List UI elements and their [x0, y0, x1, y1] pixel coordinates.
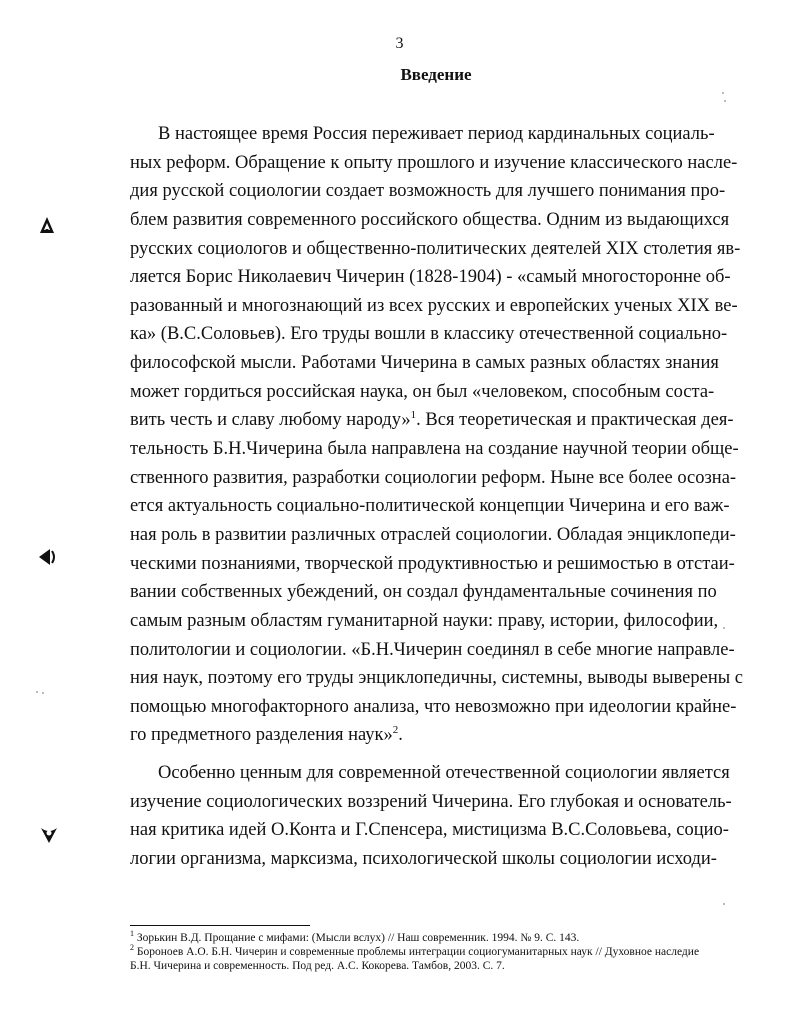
footnote-ref: 2 [392, 724, 399, 737]
paragraph-line: ственного развития, разработки социологии реформ. Ныне все более осозна- [130, 467, 737, 488]
scan-speck [722, 92, 724, 94]
paragraph-line: политологии и социологии. «Б.Н.Чичерин соединял в себе многие направле- [130, 639, 735, 660]
scan-speck [723, 627, 725, 629]
paragraph-line: может гордиться российская наука, он был «человеком, способным соста- [130, 381, 715, 402]
paragraph-line: ния наук, поэтому его труды энциклопедичны, системны, выводы выверены с [130, 668, 743, 689]
paragraph-line: Особенно ценным для современной отечественной социологии является [158, 763, 730, 784]
footnote-text: Бороноев А.О. Б.Н. Чичерин и современные проблемы интеграции социогуманитарных наук // Духовное наследие Б.Н. Чичерина и современность. Под ред. А.С. Кокорева. Тамбов, 2003. С. 7. [130, 946, 700, 972]
binding-mark-icon [38, 823, 60, 845]
footnote-2 [130, 945, 714, 973]
scan-speck [36, 691, 38, 693]
binding-mark-icon [36, 214, 58, 236]
scan-speck [724, 100, 726, 102]
paragraph-line: ных реформ. Обращение к опыту прошлого и изучение классического насле- [130, 152, 738, 173]
paragraph-line: ется актуальность социально-политической концепции Чичерина и его важ- [130, 496, 730, 517]
footnote-marker: 1 [130, 929, 134, 939]
paragraph-line [130, 406, 734, 435]
footnotes [130, 931, 714, 973]
line-text: . [398, 725, 403, 746]
paragraph-line: ляется Борис Николаевич Чичерин (1828-1904) - «самый многосторонне об- [130, 267, 731, 288]
footnote-text: Зорькин В.Д. Прощание с мифами: (Мысли вслух) // Наш современник. 1994. № 9. С. 143. [134, 932, 580, 944]
paragraph-line: помощью многофакторного анализа, что невозможно при идеологии крайне- [130, 696, 737, 717]
paragraph-line: русских социологов и общественно-политических деятелей XIX столетия яв- [130, 238, 741, 259]
paragraph-gap [130, 750, 714, 759]
paragraph-line: дия русской социологии создает возможность для лучшего понимания про- [130, 181, 726, 202]
line-text: го предметного разделения наук» [130, 725, 393, 746]
paragraph-line: вании собственных убеждений, он создал фундаментальные сочинения по [130, 582, 717, 603]
paragraph-line: философской мысли. Работами Чичерина в самых разных областях знания [130, 353, 719, 374]
paragraph-line: изучение социологических воззрений Чичерина. Его глубокая и основатель- [130, 791, 732, 812]
paragraph-line: В настоящее время Россия переживает период кардинальных социаль- [158, 124, 715, 144]
line-text: . Вся теоретическая и практическая дея- [416, 410, 734, 431]
paragraph-line: тельность Б.Н.Чичерина была направлена на создание научной теории обще- [130, 439, 739, 460]
paragraph-line: ная критика идей О.Конта и Г.Спенсера, мистицизма В.С.Соловьева, социо- [130, 820, 729, 841]
binding-mark-icon [36, 546, 58, 568]
scan-speck [723, 903, 725, 905]
paragraph-line: самым разным областям гуманитарной науки: праву, истории, философии, [130, 610, 719, 631]
footnote-1 [130, 931, 714, 945]
footnote-divider [130, 925, 310, 926]
paragraph-line: ка» (В.С.Соловьев). Его труды вошли в классику отечественной социально- [130, 324, 728, 345]
paragraph-line: блем развития современного российского общества. Одним из выдающихся [130, 209, 730, 230]
footnote-marker: 2 [130, 943, 134, 953]
paragraph-line: ческими познаниями, творческой продуктивностью и решимостью в отстаи- [130, 553, 735, 574]
section-title: Введение [400, 65, 472, 84]
page-number: 3 [395, 35, 404, 52]
body-text [130, 120, 743, 874]
paragraph-line: разованный и многознающий из всех русских и европейских ученых XIX ве- [130, 295, 738, 316]
line-text: вить честь и славу любому народу» [130, 410, 411, 431]
scan-speck [42, 692, 44, 694]
paragraph-line: ная роль в развитии различных отраслей социологии. Обладая энциклопеди- [130, 524, 736, 545]
paragraph-line: логии организма, марксизма, психологической школы социологии исходи- [130, 849, 717, 870]
footnote-ref: 1 [410, 409, 417, 422]
paragraph-line [130, 721, 714, 750]
